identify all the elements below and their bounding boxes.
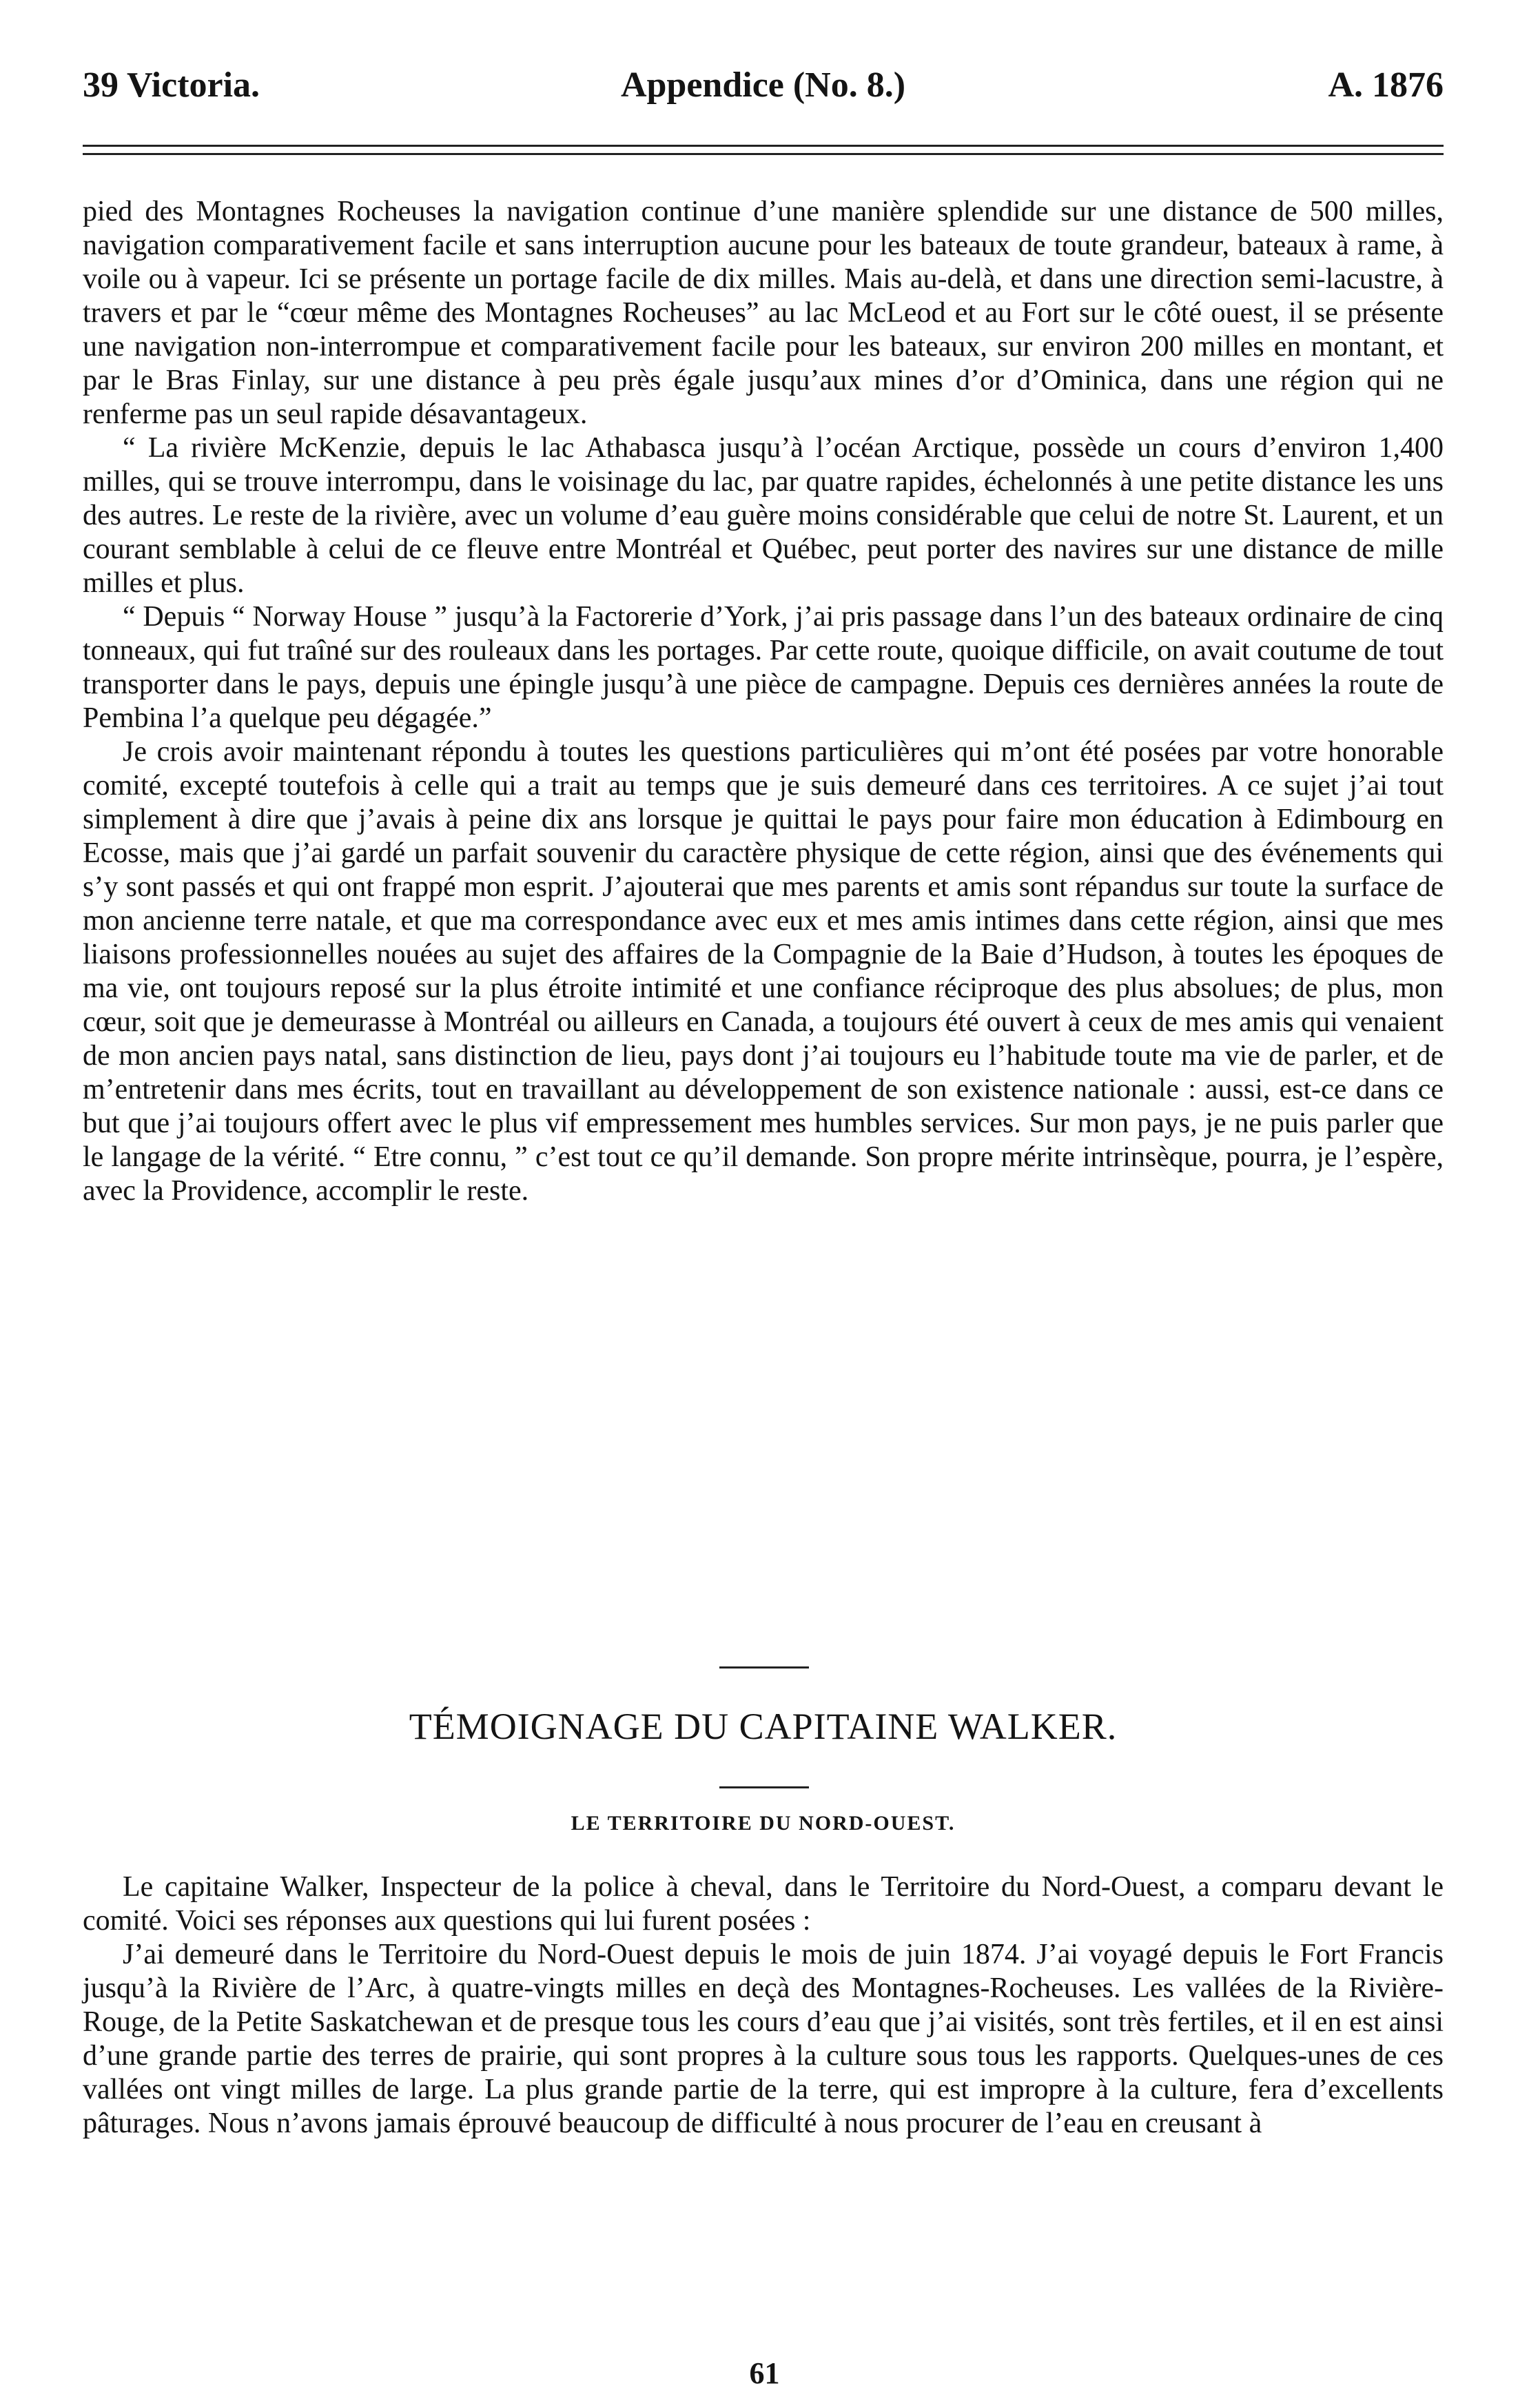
header-rule-bottom	[83, 153, 1444, 155]
paragraph: “ Depuis “ Norway House ” jusqu’à la Factorerie d’York, j’ai pris passage dans l’un des bateaux ordinaire de cinq tonneaux, qui fut traîné sur des rouleaux dans les portages. Par cette route, quoique difficile, on avait coutume de tout transporter dans le pays, depuis une épingle jusqu’à une pièce de campagne. Depuis ces dernières années la route de Pembina l’a quelque peu dégagée.”	[83, 601, 1444, 734]
running-header	[83, 58, 1444, 113]
section-separator-top	[719, 1666, 809, 1669]
header-year: A. 1876	[1328, 65, 1444, 105]
paragraph: pied des Montagnes Rocheuses la navigation continue d’une manière splendide sur une distance de 500 milles, navigation comparativement facile et sans interruption aucune pour les bateaux de toute grandeur, bateaux à rame, à voile ou à vapeur. Ici se présente un portage facile de dix milles. Mais au-delà, et dans une direction semi-lacustre, à travers et par le “cœur même des Montagnes Rocheuses” au lac McLeod et au Fort sur le côté ouest, il se présente une navigation non-interrompue et comparativement facile pour les bateaux, sur environ 200 milles en montant, et par le Bras Finlay, sur une distance à peu près égale jusqu’aux mines d’or d’Ominica, dans une région qui ne renferme pas un seul rapide désavantageux.	[83, 196, 1444, 430]
continued-testimony	[83, 195, 1444, 1208]
paragraph: “ La rivière McKenzie, depuis le lac Athabasca jusqu’à l’océan Arctique, possède un cours d’environ 1,400 milles, qui se trouve interrompu, dans le voisinage du lac, par quatre rapides, échelonnés à une petite distance les uns des autres. Le reste de la rivière, avec un volume d’eau guère moins considérable que celui de notre St. Laurent, et un courant semblable à celui de ce fleuve entre Montréal et Québec, peut porter des navires sur une distance de mille milles et plus.	[83, 432, 1444, 599]
paragraph: Je crois avoir maintenant répondu à toutes les questions particulières qui m’ont été posées par votre honorable comité, excepté toutefois à celle qui a trait au temps que je suis demeuré dans ces territoires. A ce sujet j’ai tout simplement à dire que j’avais à peine dix ans lorsque je quittai le pays pour faire mon éducation à Edimbourg en Ecosse, mais que j’ai gardé un parfait souvenir du caractère physique de cette région, ainsi que des événements qui s’y sont passés et qui ont frappé mon esprit. J’ajouterai que mes parents et amis sont répandus sur toute la surface de mon ancienne terre natale, et que ma correspondance avec eux et mes amis intimes dans cette région, ainsi que mes liaisons professionnelles nouées au sujet des affaires de la Compagnie de la Baie d’Hudson, à toutes les époques de ma vie, ont toujours reposé sur la plus étroite intimité et une confiance réciproque des plus absolues; de plus, mon cœur, soit que je demeurasse à Montréal ou ailleurs en Canada, a toujours été ouvert à ceux de mes amis qui venaient de mon ancien pays natal, sans distinction de lieu, pays dont j’ai toujours eu l’habitude toute ma vie de parler, et de m’entretenir dans mes écrits, tout en travaillant au développement de son existence nationale : aussi, est-ce dans ce but que j’ai toujours offert avec le plus vif empressement mes humbles services. Sur mon pays, je ne puis parler que le langage de la vérité. “ Etre connu, ” c’est tout ce qu’il demande. Son propre mérite intrinsèque, pourra, je l’espère, avec la Providence, accomplir le reste.	[83, 736, 1444, 1207]
section-separator-bottom	[719, 1786, 809, 1788]
header-appendix: Appendice (No. 8.)	[620, 65, 906, 105]
paragraph: J’ai demeuré dans le Territoire du Nord-Ouest depuis le mois de juin 1874. J’ai voyagé depuis le Fort Francis jusqu’à la Rivière de l’Arc, à quatre-vingts milles en deçà des Montagnes-Rocheuses. Les vallées de la Rivière-Rouge, de la Petite Saskatchewan et de presque tous les cours d’eau que j’ai visités, sont très fertiles, et il en est ainsi d’une grande partie des terres de prairie, qui sont propres à la culture sous tous les rapports. Quelques-unes de ces vallées ont vingt milles de large. La plus grande partie de la terre, qui est impropre à la culture, fera d’excellents pâturages. Nous n’avons jamais éprouvé beaucoup de difficulté à nous procurer de l’eau en creusant à	[83, 1939, 1444, 2139]
walker-testimony	[83, 1870, 1444, 2141]
header-rule-top	[83, 145, 1444, 147]
page-number: 61	[749, 2356, 780, 2390]
paragraph: Le capitaine Walker, Inspecteur de la police à cheval, dans le Territoire du Nord-Ouest, a comparu devant le comité. Voici ses réponses aux questions qui lui furent posées :	[83, 1871, 1444, 1937]
section-heading: TÉMOIGNAGE DU CAPITAINE WALKER.	[409, 1706, 1118, 1747]
header-volume: 39 Victoria.	[83, 65, 260, 105]
section-subheading: LE TERRITOIRE DU NORD-OUEST.	[571, 1812, 956, 1835]
